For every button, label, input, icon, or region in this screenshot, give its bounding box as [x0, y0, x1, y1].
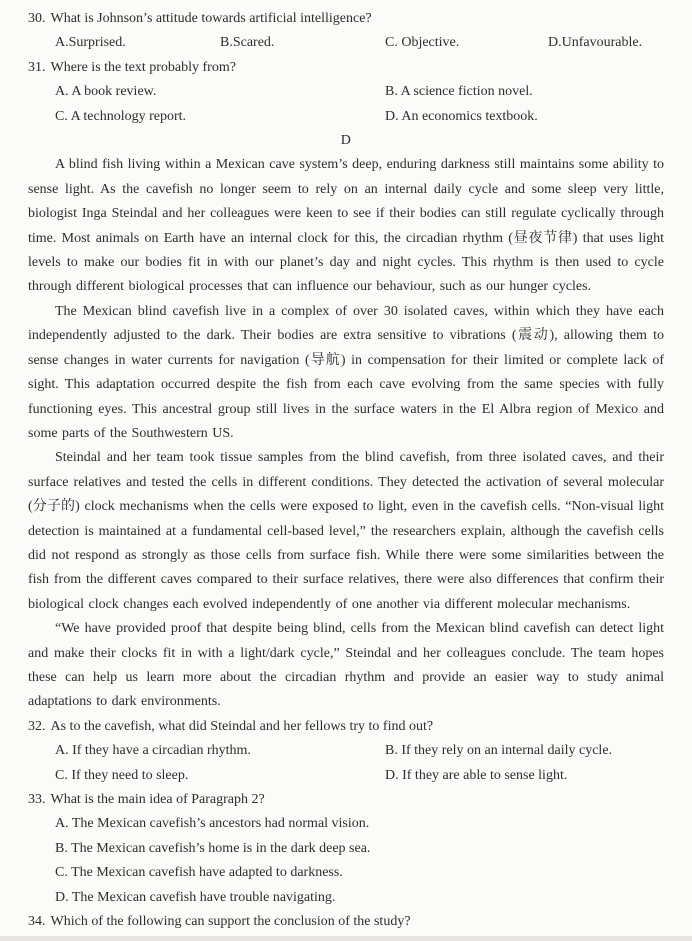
- passage-paragraph-1: A blind fish living within a Mexican cave system’s deep, enduring darkness still maintains some ability to sense light. As the cavefish no longer seem to rely on an internal daily cycle and some sleep very little, biologist Inga Steindal and her colleagues were keen to see if their bodies can still regulate cyclically through time. Most animals on Earth have an internal clock for this, the circadian rhythm (昼夜节律) that uses light levels to make our bodies fit in with our planet’s day and night cycles. This rhythm is then used to cycle through different biological processes that can influence our behaviour, such as our hunger cycles.: [28, 157, 664, 295]
- question-31-option-c: C. A technology report.: [55, 108, 187, 124]
- question-30-option-c: C. Objective.: [385, 35, 460, 51]
- question-30-stem: What is Johnson’s attitude towards artificial intelligence?: [50, 11, 372, 26]
- question-31-option-b: B. A science fiction novel.: [385, 84, 533, 100]
- question-32: [28, 715, 664, 739]
- question-34: [28, 910, 664, 934]
- question-34-stem: Which of the following can support the conclusion of the study?: [50, 914, 411, 930]
- scan-edge: [0, 936, 692, 941]
- question-30-option-a: A.Surprised.: [55, 35, 126, 51]
- question-31: [28, 56, 664, 80]
- passage-paragraph-3: Steindal and her team took tissue samples from the blind cavefish, from three isolated caves, and their surface relatives and tested the cells in different conditions. They detected the activation of several molecular (分子的) clock mechanisms when the cells were exposed to light, even in the cavefish cells. “Non-visual light detection is maintained at a fundamental cell-based level,” the researchers explain, although the cavefish cells did not respond as strongly as those cells from surface fish. While there were some similarities between the fish from the different caves compared to their surface relatives, there were also differences that confirm their biological clock changes each evolved independently of one another via different molecular mechanisms.: [28, 450, 664, 612]
- question-31-options: [55, 80, 664, 129]
- question-30-number: 30.: [28, 11, 46, 26]
- question-32-options: [55, 739, 664, 788]
- question-31-option-d: D. An economics textbook.: [385, 108, 538, 124]
- question-30-option-d: D.Unfavourable.: [548, 35, 643, 51]
- question-32-option-c: C. If they need to sleep.: [55, 767, 189, 783]
- question-31-number: 31.: [28, 59, 46, 75]
- question-30-option-b: B.Scared.: [220, 35, 275, 51]
- question-30: [28, 7, 664, 31]
- question-32-option-d: D. If they are able to sense light.: [385, 767, 568, 783]
- passage-section-label: D: [340, 133, 352, 149]
- question-32-stem: As to the cavefish, what did Steindal and her fellows try to find out?: [50, 718, 434, 734]
- question-31-option-a: A. A book review.: [55, 84, 157, 100]
- passage-paragraph-4: “We have provided proof that despite being blind, cells from the Mexican blind cavefish can detect light and make their clocks fit in with a light/dark cycle,” Steindal and her colleagues conclude. The team hopes these can help us learn more about the circadian rhythm and provide an easier way to study animal adaptations to dark environments.: [28, 621, 664, 710]
- question-30-options: [55, 31, 664, 55]
- question-32-option-b: B. If they rely on an internal daily cycle.: [385, 743, 613, 759]
- question-33-option-d: D. The Mexican cavefish have trouble navigating.: [55, 889, 336, 905]
- question-33-options: [55, 812, 664, 910]
- passage-paragraph-2: The Mexican blind cavefish live in a complex of over 30 isolated caves, within which they have each independently adjusted to the dark. Their bodies are extra sensitive to vibrations (震动), allowing them to sense changes in water currents for navigation (导航) in compensation for their limited or complete lack of sight. This adaptation occurred despite the fish from each cave evolving from the same species with fully functioning eyes. This ancestral group still lives in the surface waters in the El Albra region of Mexico and some parts of the Southwestern US.: [28, 303, 664, 441]
- question-33-number: 33.: [28, 792, 46, 807]
- question-33-option-b: B. The Mexican cavefish’s home is in the dark deep sea.: [55, 840, 371, 856]
- question-31-stem: Where is the text probably from?: [50, 59, 236, 75]
- question-33-stem: What is the main idea of Paragraph 2?: [50, 792, 265, 807]
- question-32-number: 32.: [28, 718, 46, 734]
- question-33-option-c: C. The Mexican cavefish have adapted to darkness.: [55, 865, 343, 881]
- question-34-number: 34.: [28, 914, 46, 930]
- question-33: [28, 788, 664, 812]
- question-32-option-a: A. If they have a circadian rhythm.: [55, 743, 251, 759]
- question-33-option-a: A. The Mexican cavefish’s ancestors had normal vision.: [55, 816, 370, 832]
